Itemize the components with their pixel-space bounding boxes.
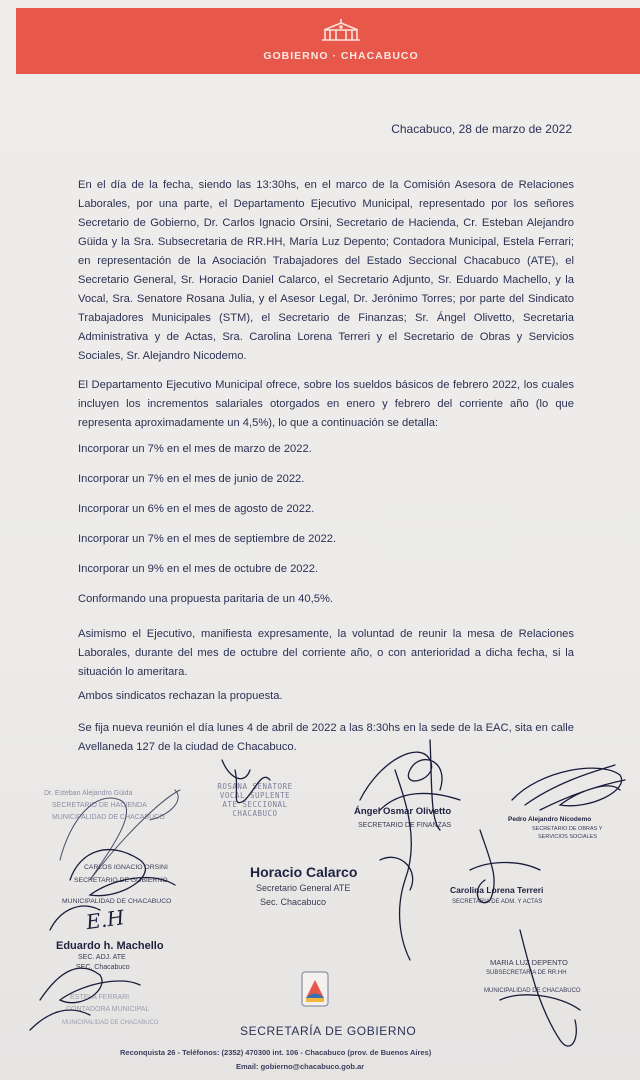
intro-paragraph: En el día de la fecha, siendo las 13:30hs, en el marco de la Comisión Asesora de Relaciones Laborales, por una parte, el Departamento Ejecutivo Municipal, representado por los señores Secretario de Gobierno, Dr. Carlos Ignacio Orsini, Secretario de Hacienda, Cr. Esteban Alejandro Güida y la Sra. Subsecretaria de RR.HH, María Luz Depento; Contadora Municipal, Estela Ferrari; en representación de la Asociación Trabajadores del Estado Seccional Chacabuco (ATE), el Secretario General, Sr. Horacio Daniel Calarco, el Secretario Adjunto, Sr. Eduardo Machello, y la Vocal, Sra. Senatore Rosana Julia, y el Asesor Legal, Dr. Jerónimo Torres; por parte del Sindicato Trabajadores Municipales (STM), el Secretario de Finanzas; Sr. Ángel Olivetto, Secretaria Administrativa y de Actas, Sra. Carolina Lorena Terreri y el Secretario de Obras y Servicios Sociales, Sr. Alejandro Nicodemo.	[78, 179, 574, 362]
increment-item-2: Incorporar un 7% en el mes de junio de 2022.	[78, 473, 305, 485]
footer-address: Reconquista 26 - Teléfonos: (2352) 470300 int. 106 - Chacabuco (prov. de Buenos Aires)	[120, 1048, 432, 1057]
offer-paragraph: El Departamento Ejecutivo Municipal ofrece, sobre los sueldos básicos de febrero 2022, los cuales incluyen los incrementos salariales otorgados en enero y febrero del corriente año (lo que representa aproximadamente un 4,5%), lo que a continuación se detalla:	[78, 379, 574, 429]
sig-nicodemo-role-1: SECRETARIO DE OBRAS Y	[532, 826, 603, 832]
footer-email: Email: gobierno@chacabuco.gob.ar	[236, 1062, 365, 1071]
sig-machello-role: SEC. ADJ. ATE	[78, 954, 126, 961]
sig-machello-name: Eduardo h. Machello	[56, 940, 164, 952]
increment-item-3: Incorporar un 6% en el mes de agosto de 2022.	[78, 503, 315, 515]
secretaria-gobierno-logo	[300, 970, 330, 1008]
increment-item-5: Incorporar un 9% en el mes de octubre de 2022.	[78, 563, 319, 575]
footer-title: SECRETARÍA DE GOBIERNO	[240, 1024, 417, 1038]
sig-olivetto-name: Ángel Osmar Olivetto	[354, 806, 452, 817]
sig-guida-role: SECRETARIO DE HACIENDA	[52, 802, 147, 809]
sig-nicodemo-role-2: SERVICIOS SOCIALES	[538, 834, 597, 840]
sig-orsini-org: MUNICIPALIDAD DE CHACABUCO	[62, 898, 172, 905]
stamp-senatore-line-4: CHACABUCO	[232, 809, 278, 818]
sig-depento-role: SUBSECRETARIA DE RR.HH	[486, 970, 567, 976]
increment-item-1: Incorporar un 7% en el mes de marzo de 2022.	[78, 443, 312, 455]
next-meeting-paragraph: Se fija nueva reunión el día lunes 4 de abril de 2022 a las 8:30hs en la sede de la EAC, sita en calle Avellaneda 127 de la ciudad de Chacabuco.	[78, 722, 574, 753]
signature-depento	[500, 930, 580, 1046]
executive-paragraph: Asimismo el Ejecutivo, manifiesta expresamente, la voluntad de reunir la mesa de Relaciones Laborales, durante del mes de octubre del corriente año, o con anterioridad a dicha fecha, si la situación lo ameritara.	[78, 628, 574, 678]
stamp-senatore-line-3: ATE SECCIONAL	[222, 800, 288, 809]
sig-guida-name: Dr. Esteban Alejandro Güida	[44, 790, 133, 797]
sig-terreri-name: Carolina Lorena Terreri	[450, 885, 544, 895]
sig-depento-name: MARIA LUZ DEPENTO	[490, 958, 568, 967]
sig-ferrari-org: MUNICIPALIDAD DE CHACABUCO	[62, 1020, 159, 1026]
signature-senatore	[222, 760, 270, 803]
signature-machello	[30, 968, 140, 1030]
signature-nicodemo	[512, 765, 625, 810]
sig-orsini-role: SECRETARIO DE GOBIERNO	[74, 877, 168, 884]
increment-item-4: Incorporar un 7% en el mes de septiembre de 2022.	[78, 533, 337, 545]
proposal-total: Conformando una propuesta paritaria de un 40,5%.	[78, 593, 333, 605]
signature-guida	[60, 790, 180, 880]
sig-orsini-name: CARLOS IGNACIO ORSINI	[84, 864, 168, 871]
sig-terreri-role: SECRETARIA DE ADM. Y ACTAS	[452, 899, 543, 905]
sig-nicodemo-name: Pedro Alejandro Nicodemo	[508, 816, 592, 823]
sig-olivetto-role: SECRETARIO DE FINANZAS	[358, 822, 452, 829]
sig-calarco-name: Horacio Calarco	[250, 864, 358, 880]
sig-ferrari-name: ESTELA FERRARI	[70, 994, 130, 1001]
letterhead-title: GOBIERNO · CHACABUCO	[263, 50, 419, 62]
sig-machello-section: SEC. Chacabuco	[76, 964, 130, 971]
document-date: Chacabuco, 28 de marzo de 2022	[391, 122, 572, 136]
rejection-line: Ambos sindicatos rechazan la propuesta.	[78, 690, 283, 702]
signature-terreri	[470, 830, 540, 903]
handwritten-initials: E.H	[84, 905, 126, 935]
sig-guida-org: MUNICIPALIDAD DE CHACABUCO	[52, 814, 165, 821]
signature-olivetto	[360, 740, 460, 830]
sig-depento-org: MUNICIPALIDAD DE CHACABUCO	[484, 988, 581, 994]
sig-calarco-role: Secretario General ATE	[256, 883, 351, 893]
stamp-senatore-line-1: ROSANA SENATORE	[217, 782, 293, 791]
stamp-senatore-line-2: VOCAL SUPLENTE	[219, 791, 291, 800]
sig-calarco-section: Sec. Chacabuco	[260, 897, 327, 907]
sig-ferrari-role: CONTADORA MUNICIPAL	[66, 1006, 150, 1013]
